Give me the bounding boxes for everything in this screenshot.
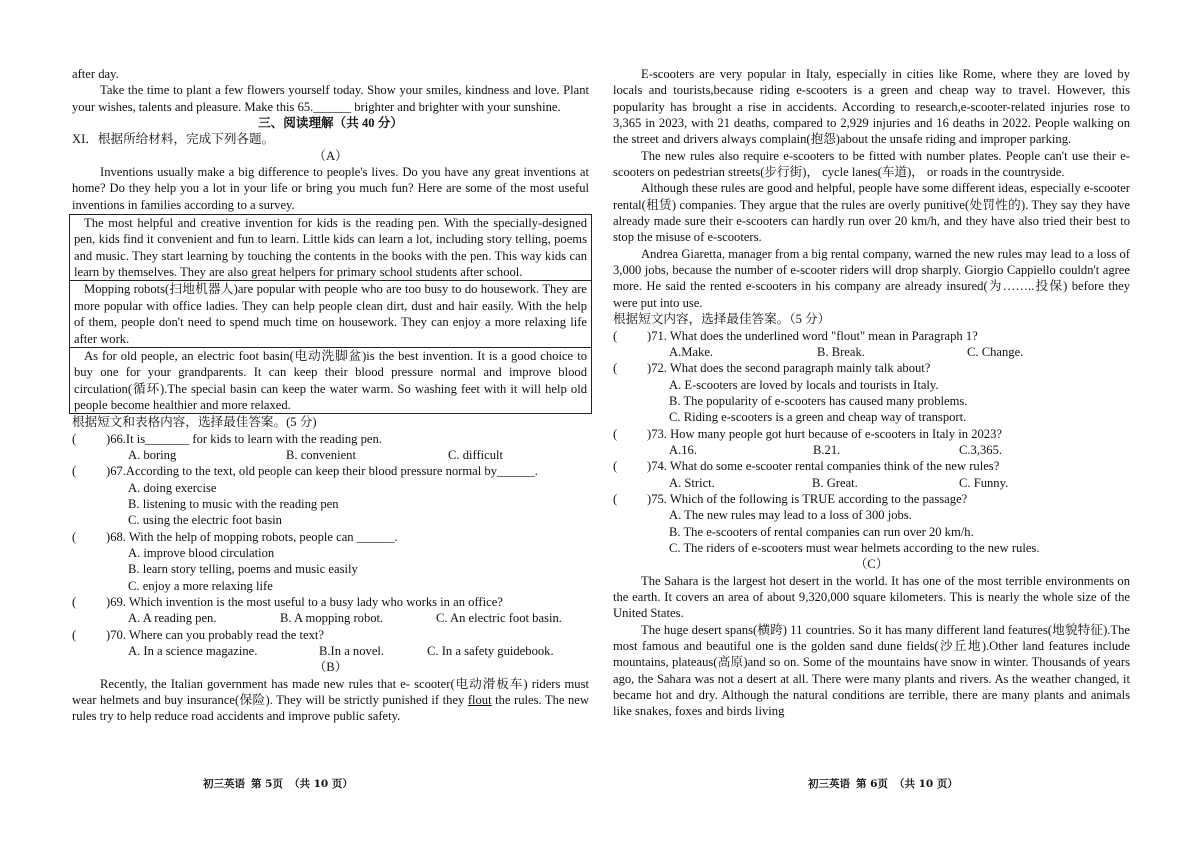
- option[interactable]: C. The riders of e-scooters must wear helmets according to the new rules.: [669, 540, 1040, 555]
- question-66: ( )66.It is_______ for kids to learn with the reading pen.: [72, 431, 382, 446]
- footer-page-5: 初三英语 第 5页 （共 10 页）: [203, 778, 353, 790]
- option[interactable]: B. convenient: [286, 447, 356, 462]
- option[interactable]: A. The new rules may lead to a loss of 300 jobs.: [669, 508, 912, 523]
- option[interactable]: A. Strict.: [669, 475, 715, 490]
- passage-b-paragraph-1: Recently, the Italian government has made new rules that e- scooter(电动滑板车) riders must wear helmets and buy insurance(保险). They will be strictly punished if they flout the rules. The new rules try to help reduce road accidents and improve public safety.: [72, 676, 589, 724]
- answer-paren[interactable]: (: [613, 426, 618, 441]
- answer-paren[interactable]: (: [72, 627, 77, 642]
- option[interactable]: C.3,365.: [959, 442, 1003, 457]
- right-page: [613, 66, 1130, 720]
- answer-paren[interactable]: (: [613, 361, 618, 376]
- answer-paren[interactable]: (: [72, 464, 77, 479]
- option[interactable]: B. Great.: [812, 475, 858, 490]
- option[interactable]: A. A reading pen.: [128, 611, 217, 626]
- option[interactable]: A. In a science magazine.: [128, 644, 258, 659]
- question-71: ( )71. What does the underlined word "flout" mean in Paragraph 1?: [613, 328, 978, 343]
- passage-b-paragraph-4: Although these rules are good and helpful, people have some different ideas, especially e-scooter rental(租赁) companies. They argue that the rules are overly punitive(处罚性的). They say they have already made sure their e-scooters can hardly run over 20 km/h, and they have also tried their best to stop the misuse of e-scooters.: [613, 181, 1131, 245]
- option[interactable]: B. learn story telling, poems and music easily: [128, 562, 358, 577]
- passage-b-paragraph-5: Andrea Giaretta, manager from a big rental company, warned the new rules may lead to a loss of 3,000 jobs, because the number of e-scooter riders will drop sharply. Giorgio Cappiello couldn't agree more. He said the rented e-scooters in his company are already insured(为……..投保) before they were put into use.: [613, 246, 1130, 310]
- question-72: ( )72. What does the second paragraph mainly talk about?: [613, 361, 931, 376]
- section-instruction: XI．根据所给材料，完成下列各题。: [72, 132, 275, 147]
- question-67: ( )67.According to the text, old people can keep their blood pressure normal by______.: [72, 464, 538, 479]
- option[interactable]: B. Break.: [817, 344, 865, 359]
- answer-paren[interactable]: (: [72, 431, 77, 446]
- left-page: [72, 66, 589, 725]
- option[interactable]: B. listening to music with the reading pen: [128, 496, 339, 511]
- table-row-foot-basin: As for old people, an electric foot basin(电动洗脚盆)is the best invention. It is a good choice to buy one for your grandparents. It can keep their blood pressure normal and improve blood circulation(循环).The special basin can keep the water warm. So washing feet with it will help old people become healthier and more relaxed.: [70, 347, 591, 413]
- option[interactable]: A. doing exercise: [128, 480, 217, 495]
- question-instruction: 根据短文和表格内容，选择最佳答案。(5 分): [72, 415, 317, 430]
- option[interactable]: C. An electric foot basin.: [436, 611, 562, 626]
- question-68: ( )68. With the help of mopping robots, people can ______.: [72, 529, 398, 544]
- option[interactable]: B. The popularity of e-scooters has caused many problems.: [669, 393, 968, 408]
- options-71: [669, 344, 1130, 360]
- option[interactable]: C. In a safety guidebook.: [427, 644, 554, 659]
- passage-a-intro: Inventions usually make a big difference to people's lives. Do you have any great inventions at home? Do they help you a lot in your life or bring you much fun? Here are some of the most useful inventions in families according to a survey.: [72, 165, 589, 212]
- inventions-table: [69, 214, 592, 414]
- answer-paren[interactable]: (: [613, 459, 618, 474]
- table-row-reading-pen: The most helpful and creative invention for kids is the reading pen. With the specially-designed pen, kids find it convenient and fun to learn. Little kids can learn a lot, including story telling, poems and music. They start learning by touching the contents in the books with the pen. This way kids can learn by themselves. They are also great helpers for primary school students after school.: [74, 216, 587, 280]
- options-70: [128, 643, 589, 659]
- options-66: [128, 447, 589, 463]
- answer-paren[interactable]: (: [72, 529, 77, 544]
- part-a-heading: （A）: [313, 148, 348, 163]
- option[interactable]: C. using the electric foot basin: [128, 513, 282, 528]
- underlined-word-flout: flout: [467, 693, 492, 708]
- passage-tail: after day.: [72, 67, 119, 81]
- option[interactable]: B.21.: [813, 442, 841, 457]
- part-b-heading: （B）: [313, 660, 348, 675]
- question-73: ( )73. How many people got hurt because of e-scooters in Italy in 2023?: [613, 426, 1002, 441]
- option[interactable]: A.16.: [669, 442, 697, 457]
- option[interactable]: A. boring: [128, 447, 177, 462]
- option[interactable]: C. Change.: [967, 344, 1024, 359]
- question-74: ( )74. What do some e-scooter rental companies think of the new rules?: [613, 459, 1000, 474]
- passage-c-paragraph-2: The huge desert spans(横跨) 11 countries. So it has many different land features(地貌特征).The most famous and beautiful one is the golden sand dune fields(沙丘地).Other land features include mountains, plateaus(高原)and so on. Some of the mountains have snow in winter. Thousands of years ago, the Sahara was not a desert at all. There were many plants and rivers. As the weather changed, it became hot and dry. Although the natural conditions are terrible, there are many plants and animals like snakes, foxes and birds living: [613, 622, 1130, 719]
- options-73: [669, 442, 1130, 458]
- answer-paren[interactable]: (: [613, 491, 618, 506]
- option[interactable]: B. The e-scooters of rental companies can run over 20 km/h.: [669, 524, 974, 539]
- option[interactable]: A. E-scooters are loved by locals and tourists in Italy.: [669, 377, 939, 392]
- option[interactable]: C. Funny.: [959, 475, 1009, 490]
- answer-paren[interactable]: (: [613, 328, 618, 343]
- table-row-mopping-robot: Mopping robots(扫地机器人)are popular with people who are too busy to do housework. They are more popular with office ladies. They can help people clean dirt, dust and hair easily. With the help of them, people don't need to spend much time on housework. They can enjoy a more relaxing life after work.: [70, 280, 591, 346]
- question-instruction: 根据短文内容，选择最佳答案。（5 分）: [613, 312, 831, 327]
- question-75: ( )75. Which of the following is TRUE according to the passage?: [613, 491, 968, 506]
- footer-page-6: 初三英语 第 6页 （共 10 页）: [808, 778, 958, 790]
- answer-paren[interactable]: (: [72, 595, 77, 609]
- passage-paragraph: Take the time to plant a few flowers yourself today. Show your smiles, kindness and love. Plant your wishes, talents and pleasure. Make this 65.______ brighter and brighter with your sunshine.: [72, 83, 589, 114]
- option[interactable]: C. enjoy a more relaxing life: [128, 578, 273, 593]
- option[interactable]: B.In a novel.: [319, 644, 385, 659]
- options-74: [669, 475, 1130, 491]
- part-c-heading: （C）: [854, 557, 889, 572]
- passage-b-paragraph-2: E-scooters are very popular in Italy, especially in cities like Rome, where they are loved by locals and tourists,because riding e-scooters is a green and cheap way to travel. However, this popularity has brought a rise in accidents. According to research,e-scooter-related injuries rose to 3,365 in 2023, with 21 deaths, compared to 2,929 injuries and 16 deaths in 2022. People walking on the street and drivers always complain(抱怨)about the unsafe riding and improper parking.: [613, 67, 1130, 147]
- option[interactable]: A.Make.: [669, 344, 714, 359]
- question-69: ( )69. Which invention is the most useful to a busy lady who works in an office?: [72, 595, 503, 609]
- section-title: 三、阅读理解（共 40 分）: [258, 116, 403, 131]
- option[interactable]: B. A mopping robot.: [280, 611, 384, 626]
- passage-b-paragraph-3: The new rules also require e-scooters to be fitted with number plates. People can't use their e-scooters on pedestrian streets(步行街)， cycle lanes(车道)， or roads in the countryside.: [613, 148, 1130, 180]
- passage-c-paragraph-1: The Sahara is the largest hot desert in the world. It has one of the most terrible environments on the earth. It covers an area of about 9,320,000 square kilometers. This is nearly the whole size of the United States.: [613, 573, 1130, 621]
- options-69: [128, 610, 589, 626]
- option[interactable]: A. improve blood circulation: [128, 545, 275, 560]
- question-70: ( )70. Where can you probably read the text?: [72, 627, 324, 642]
- option[interactable]: C. Riding e-scooters is a green and cheap way of transport.: [669, 410, 967, 425]
- option[interactable]: C. difficult: [448, 447, 504, 462]
